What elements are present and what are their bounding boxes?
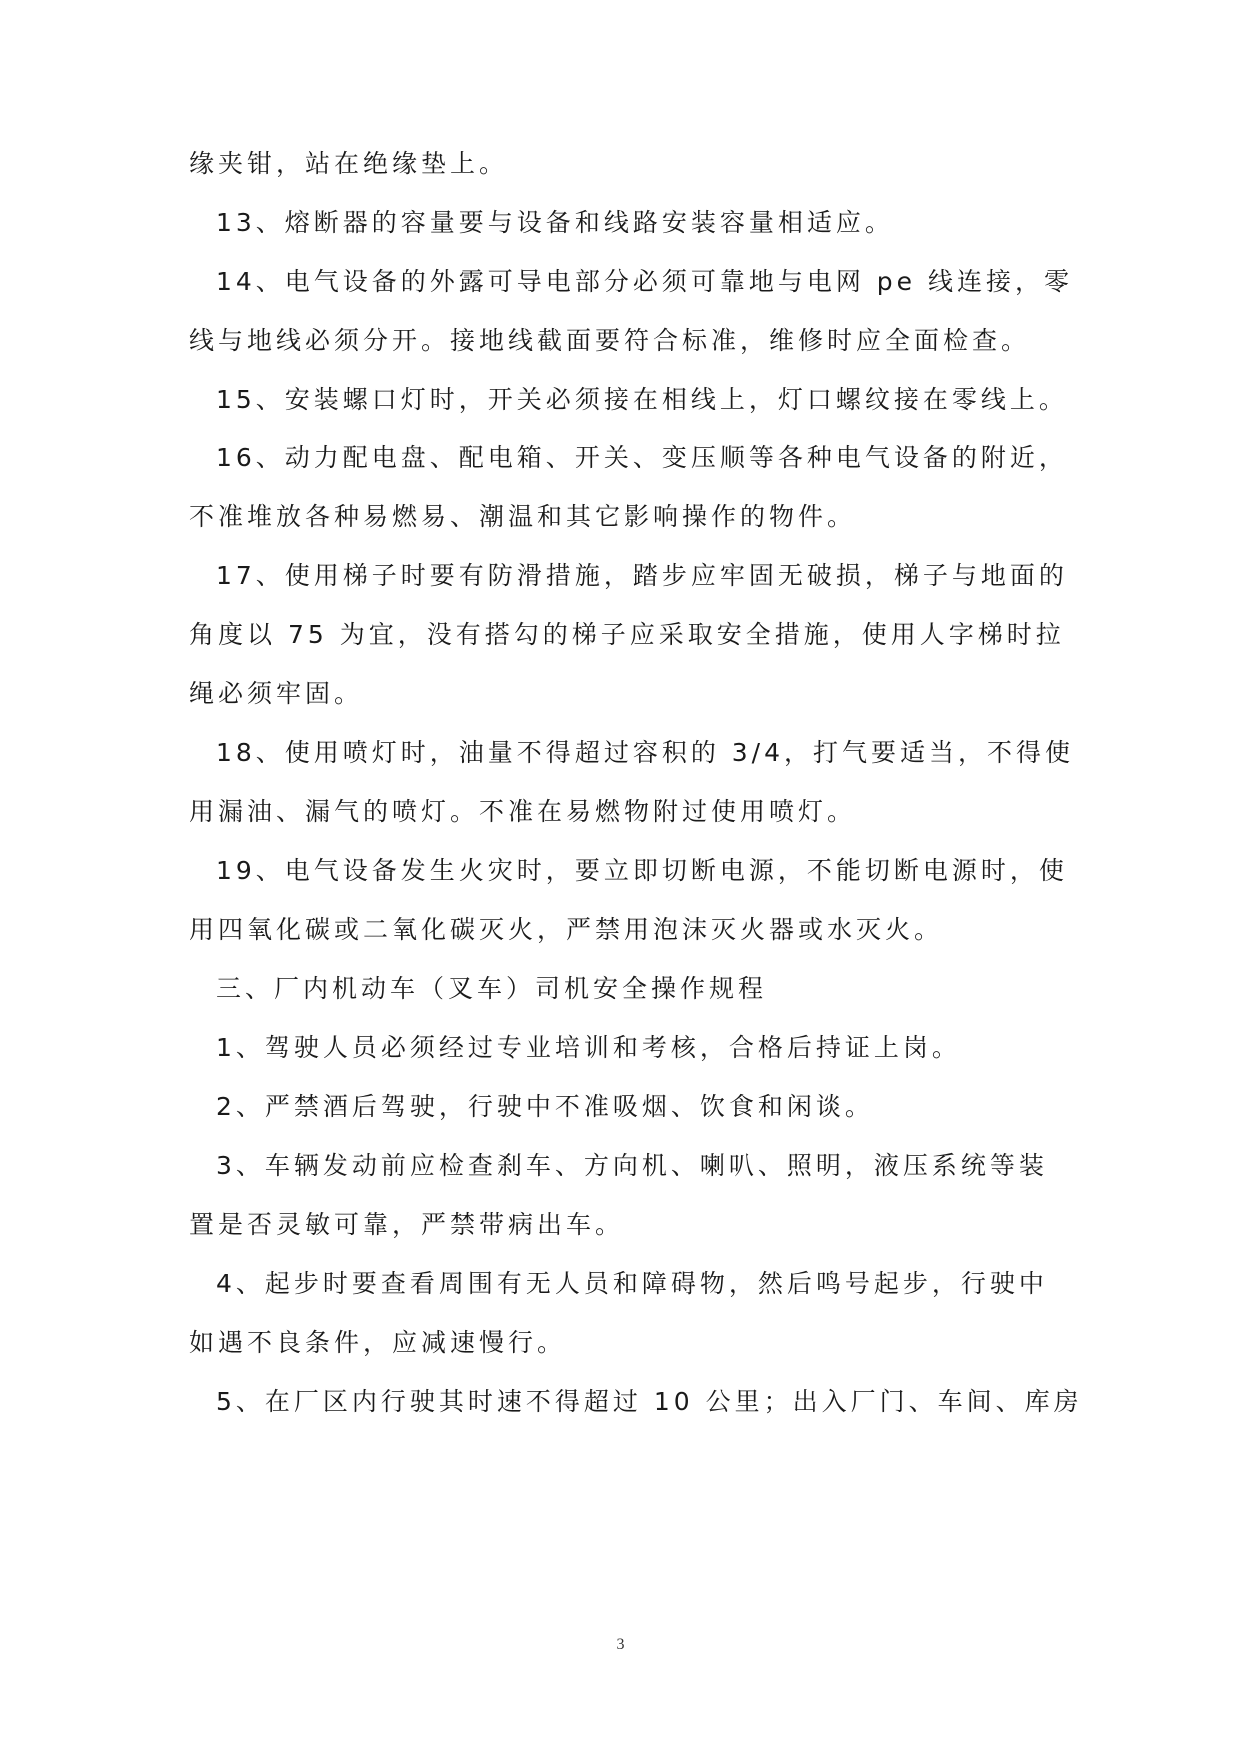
text-line: 1、驾驶人员必须经过专业培训和考核，合格后持证上岗。	[216, 1033, 961, 1062]
text-line: 缘夹钳，站在绝缘垫上。	[189, 149, 509, 178]
section-heading: 三、厂内机动车（叉车）司机安全操作规程	[216, 974, 768, 1003]
text-line: 3、车辆发动前应检查刹车、方向机、喇叭、照明，液压系统等装	[216, 1151, 1048, 1180]
page-number: 3	[616, 1636, 625, 1653]
text-line: 4、起步时要查看周围有无人员和障碍物，然后鸣号起步，行驶中	[216, 1269, 1048, 1298]
text-line: 不准堆放各种易燃易、潮温和其它影响操作的物件。	[189, 502, 857, 531]
text-line: 13、熔断器的容量要与设备和线路安装容量相适应。	[216, 208, 894, 237]
text-line: 用漏油、漏气的喷灯。不准在易燃物附过使用喷灯。	[189, 797, 857, 826]
text-line: 14、电气设备的外露可导电部分必须可靠地与电网 pe 线连接，零	[216, 267, 1073, 296]
text-line: 如遇不良条件，应减速慢行。	[189, 1328, 567, 1357]
text-line: 角度以 75 为宜，没有搭勾的梯子应采取安全措施，使用人字梯时拉	[189, 620, 1065, 649]
text-line: 19、电气设备发生火灾时，要立即切断电源，不能切断电源时，使	[216, 856, 1068, 885]
text-line: 绳必须牢固。	[189, 679, 364, 708]
text-line: 用四氧化碳或二氧化碳灭火，严禁用泡沫灭火器或水灭火。	[189, 915, 944, 944]
text-line: 5、在厂区内行驶其时速不得超过 10 公里；出入厂门、车间、库房	[216, 1387, 1083, 1416]
text-line: 17、使用梯子时要有防滑措施，踏步应牢固无破损，梯子与地面的	[216, 561, 1068, 590]
text-line: 2、严禁酒后驾驶，行驶中不准吸烟、饮食和闲谈。	[216, 1092, 874, 1121]
text-line: 15、安装螺口灯时，开关必须接在相线上，灯口螺纹接在零线上。	[216, 385, 1068, 414]
text-line: 线与地线必须分开。接地线截面要符合标准，维修时应全面检查。	[189, 326, 1031, 355]
text-line: 置是否灵敏可靠，严禁带病出车。	[189, 1210, 625, 1239]
text-line: 18、使用喷灯时，油量不得超过容积的 3/4，打气要适当，不得使	[216, 738, 1074, 767]
text-line: 16、动力配电盘、配电箱、开关、变压顺等各种电气设备的附近，	[216, 443, 1068, 472]
